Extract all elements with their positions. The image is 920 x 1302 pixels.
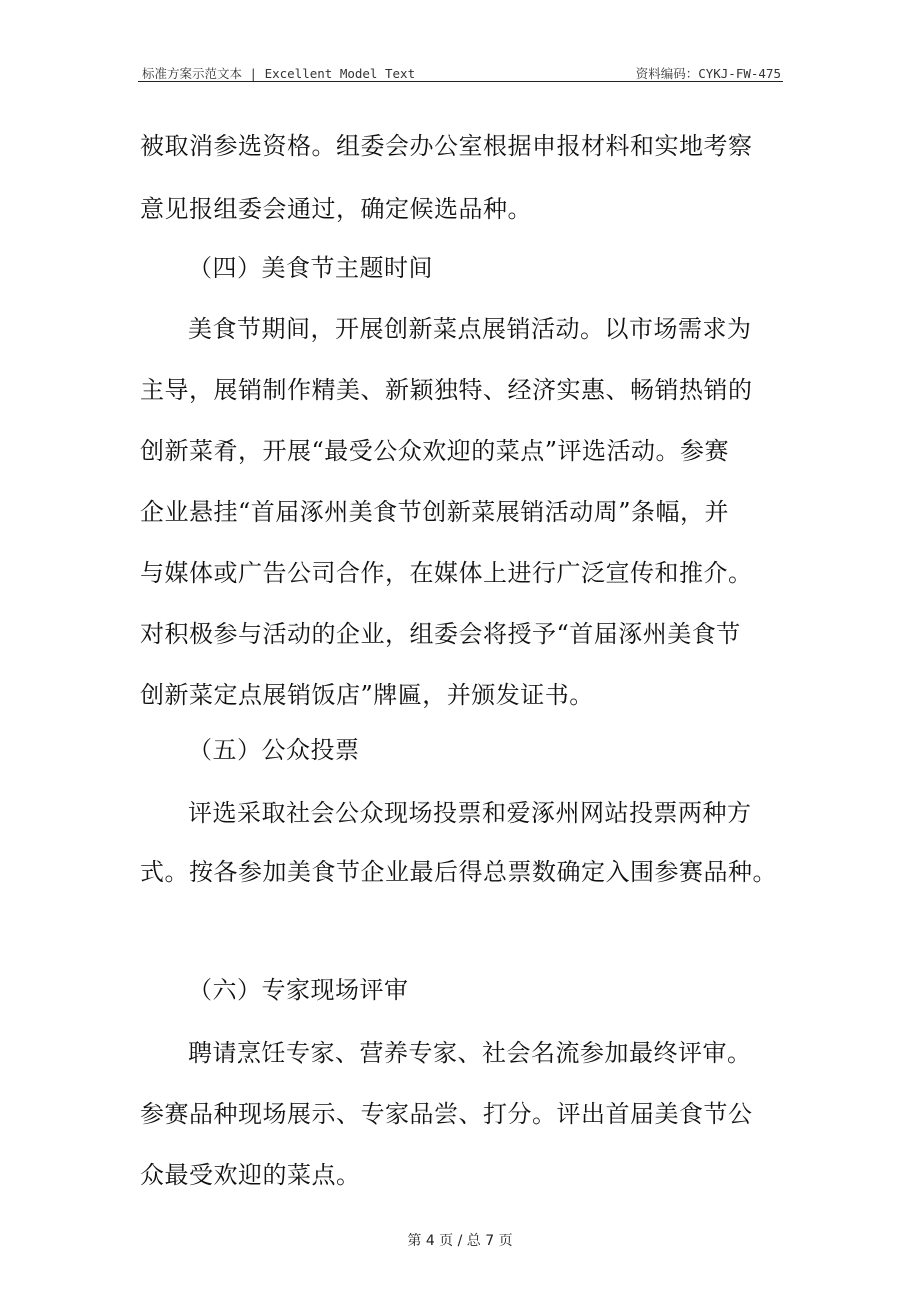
body-line: 主导，展销制作精美、新颖独特、经济实惠、畅销热销的	[140, 376, 753, 404]
body-line: 与媒体或广告公司合作，在媒体上进行广泛宣传和推介。	[140, 559, 753, 587]
body-line: 意见报组委会通过，确定候选品种。	[140, 195, 532, 223]
body-line: 创新菜肴，开展“最受公众欢迎的菜点”评选活动。参赛	[140, 437, 730, 465]
header-divider	[138, 81, 783, 82]
section-heading: （四）美食节主题时间	[188, 254, 433, 282]
header-title: 标准方案示范文本 | Excellent Model Text	[142, 66, 416, 81]
page-footer: 第 4 页 / 总 7 页	[407, 1233, 513, 1249]
body-line: 式。按各参加美食节企业最后得总票数确定入围参赛品种。	[140, 858, 777, 886]
body-line: 评选采取社会公众现场投票和爱涿州网站投票两种方	[188, 799, 752, 827]
body-line: 众最受欢迎的菜点。	[140, 1161, 361, 1189]
body-line: 参赛品种现场展示、专家品尝、打分。评出首届美食节公	[140, 1100, 753, 1128]
body-line: 聘请烹饪专家、营养专家、社会名流参加最终评审。	[188, 1039, 752, 1067]
header-doc-code: 资料编码：CYKJ-FW-475	[635, 66, 781, 81]
body-line: 企业悬挂“首届涿州美食节创新菜展销活动周”条幅，并	[140, 498, 730, 526]
body-line: 美食节期间，开展创新菜点展销活动。以市场需求为	[188, 315, 752, 343]
section-heading: （五）公众投票	[188, 736, 360, 764]
section-heading: （六）专家现场评审	[188, 976, 409, 1004]
body-line: 创新菜定点展销饭店”牌匾，并颁发证书。	[140, 681, 594, 709]
page-header	[138, 62, 783, 82]
body-line: 被取消参选资格。组委会办公室根据申报材料和实地考察	[140, 132, 753, 160]
body-line: 对积极参与活动的企业，组委会将授予“首届涿州美食节	[140, 620, 741, 648]
